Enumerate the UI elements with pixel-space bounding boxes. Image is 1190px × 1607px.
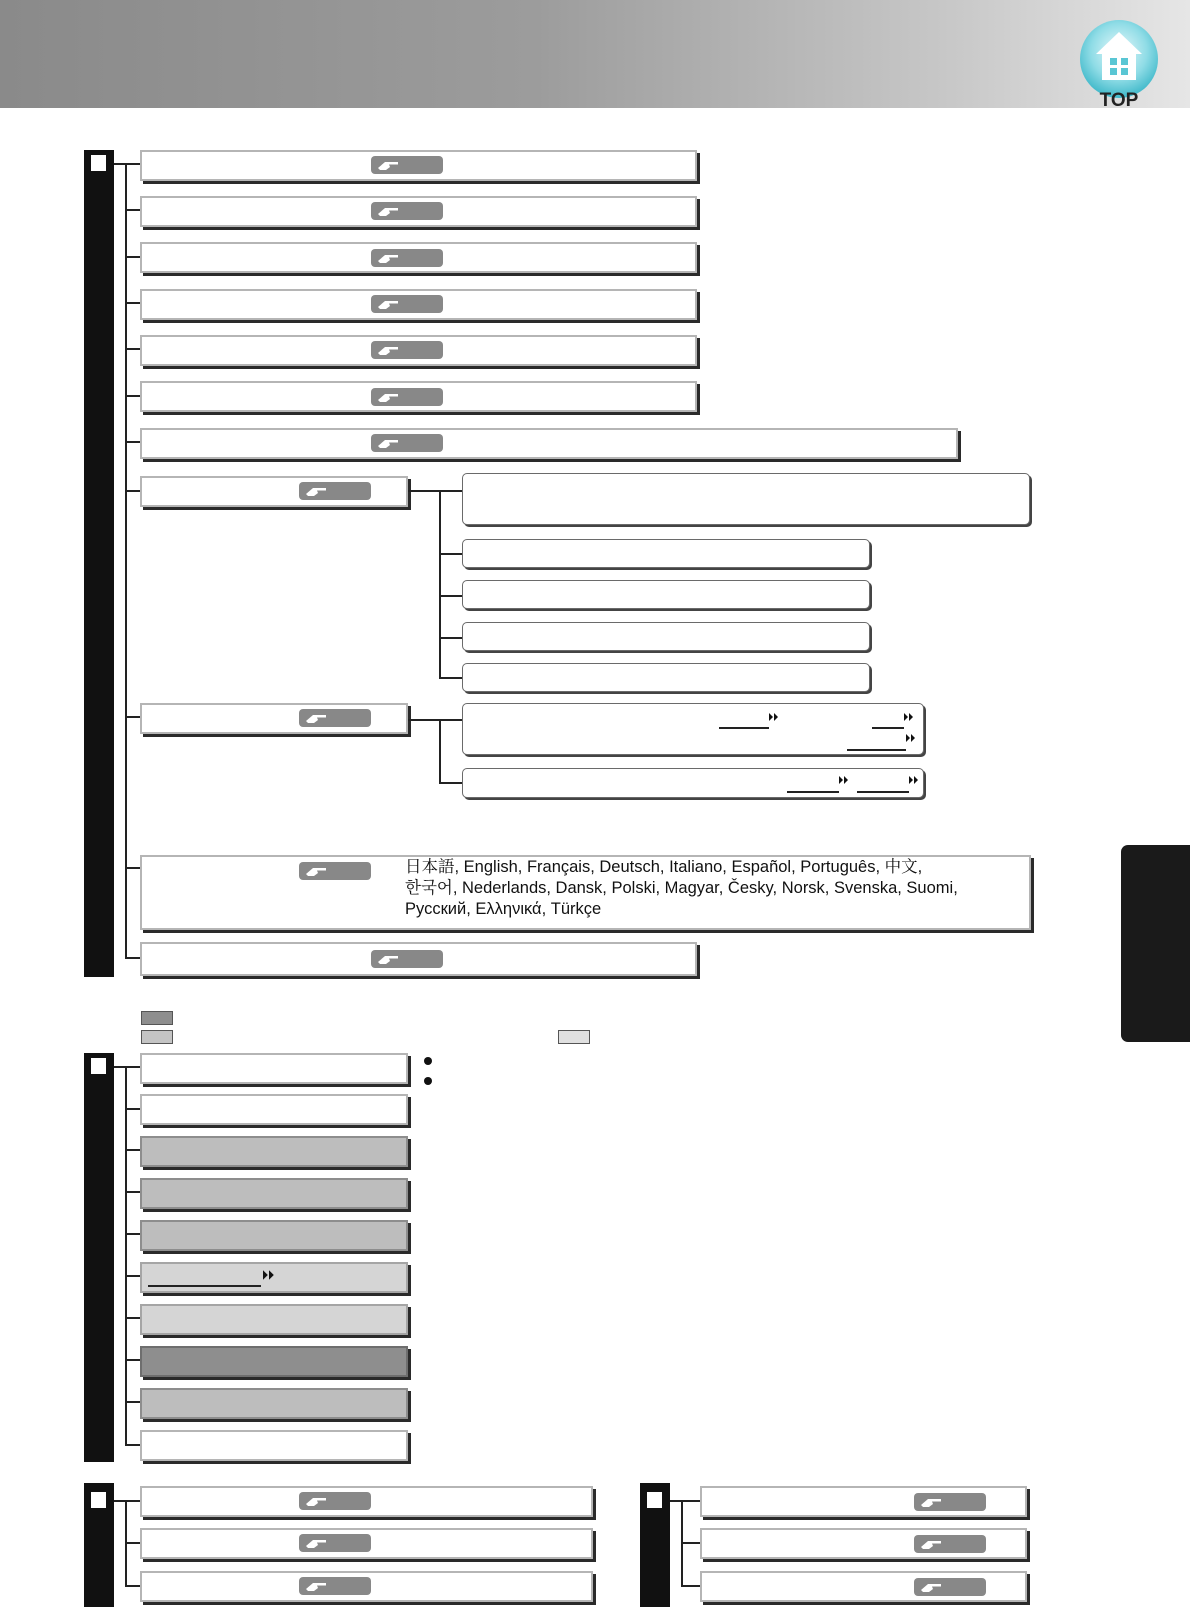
connector — [114, 1500, 140, 1502]
language-line-1: 日本語, English, Français, Deutsch, Italiano, Español, Português, 中文, — [405, 858, 923, 876]
reference-badge[interactable] — [371, 950, 443, 968]
reference-badge[interactable] — [371, 156, 443, 174]
connector — [125, 1359, 140, 1361]
connector — [125, 302, 140, 304]
connector — [125, 348, 140, 350]
connector — [408, 490, 440, 492]
reference-badge[interactable] — [371, 249, 443, 267]
double-arrow-icon — [909, 775, 919, 785]
double-arrow-icon — [839, 775, 849, 785]
section-3-marker — [91, 1492, 106, 1508]
pointing-hand-icon — [377, 953, 401, 966]
reference-badge[interactable] — [371, 202, 443, 220]
connector — [125, 441, 140, 443]
subtree-b-line — [439, 719, 441, 783]
menu-item-box-dark[interactable] — [140, 1346, 408, 1377]
menu-item-box[interactable] — [140, 1430, 408, 1461]
reference-badge[interactable] — [914, 1578, 986, 1596]
submenu-option-box[interactable] — [462, 580, 870, 609]
connector — [114, 1066, 140, 1068]
section-2-marker — [91, 1058, 106, 1074]
reference-badge[interactable] — [299, 482, 371, 500]
link-underline[interactable] — [857, 791, 909, 793]
connector — [670, 1500, 700, 1502]
connector — [439, 719, 462, 721]
pointing-hand-icon — [377, 437, 401, 450]
chapter-side-tab[interactable] — [1121, 845, 1190, 1042]
connector — [125, 1444, 140, 1446]
reference-badge[interactable] — [299, 1492, 371, 1510]
top-house-icon — [1078, 18, 1160, 110]
pointing-hand-icon — [377, 205, 401, 218]
menu-item-box[interactable] — [140, 1094, 408, 1125]
connector — [125, 490, 140, 492]
reference-badge[interactable] — [299, 1534, 371, 1552]
menu-item-box[interactable] — [140, 1053, 408, 1084]
reference-badge[interactable] — [371, 295, 443, 313]
link-underline[interactable] — [847, 749, 906, 751]
reference-badge[interactable] — [371, 434, 443, 452]
submenu-option-box[interactable] — [462, 473, 1030, 525]
submenu-option-box[interactable] — [462, 539, 870, 568]
connector — [125, 867, 140, 869]
connector — [439, 677, 462, 679]
double-arrow-icon — [904, 712, 914, 722]
link-underline[interactable] — [872, 727, 904, 729]
double-arrow-icon — [263, 1269, 275, 1281]
connector — [125, 209, 140, 211]
pointing-hand-icon — [305, 1537, 329, 1550]
reference-badge[interactable] — [914, 1493, 986, 1511]
reference-badge[interactable] — [299, 862, 371, 880]
pointing-hand-icon — [377, 252, 401, 265]
language-line-2: 한국어, Nederlands, Dansk, Polski, Magyar, Česky, Norsk, Svenska, Suomi, — [405, 879, 958, 897]
connector — [125, 1317, 140, 1319]
connector — [681, 1542, 700, 1544]
connector — [439, 637, 462, 639]
menu-item-box-gray[interactable] — [140, 1388, 408, 1419]
section-4-marker — [647, 1492, 662, 1508]
pointing-hand-icon — [305, 712, 329, 725]
pointing-hand-icon — [920, 1538, 944, 1551]
connector — [125, 1275, 140, 1277]
connector — [125, 1542, 140, 1544]
connector — [125, 1108, 140, 1110]
connector — [125, 716, 140, 718]
legend-swatch-medium — [141, 1030, 173, 1044]
bullet — [424, 1077, 432, 1085]
connector — [125, 1191, 140, 1193]
pointing-hand-icon — [305, 1580, 329, 1593]
section-1-spine — [84, 150, 114, 977]
menu-item-box-wide[interactable] — [140, 428, 958, 459]
connector — [125, 395, 140, 397]
connector — [408, 719, 440, 721]
menu-item-box-light[interactable] — [140, 1304, 408, 1335]
reference-badge[interactable] — [371, 388, 443, 406]
reference-badge[interactable] — [371, 341, 443, 359]
connector — [125, 1401, 140, 1403]
pointing-hand-icon — [377, 159, 401, 172]
pointing-hand-icon — [305, 865, 329, 878]
connector — [125, 1149, 140, 1151]
connector — [125, 957, 140, 959]
menu-item-box-gray[interactable] — [140, 1178, 408, 1209]
connector — [125, 1233, 140, 1235]
reference-badge[interactable] — [299, 1577, 371, 1595]
top-button[interactable] — [1078, 18, 1160, 110]
menu-item-box-gray[interactable] — [140, 1136, 408, 1167]
pointing-hand-icon — [377, 391, 401, 404]
pointing-hand-icon — [920, 1496, 944, 1509]
reference-badge[interactable] — [299, 709, 371, 727]
link-underline[interactable] — [787, 791, 839, 793]
submenu-option-box[interactable] — [462, 768, 924, 798]
pointing-hand-icon — [305, 1495, 329, 1508]
connector — [125, 1585, 140, 1587]
connector — [125, 256, 140, 258]
link-underline[interactable] — [148, 1285, 261, 1287]
language-options — [405, 857, 1005, 920]
section-2-spine — [84, 1053, 114, 1462]
submenu-option-box[interactable] — [462, 703, 924, 755]
reference-badge[interactable] — [914, 1535, 986, 1553]
connector — [439, 490, 462, 492]
connector — [439, 553, 462, 555]
pointing-hand-icon — [305, 485, 329, 498]
legend-swatch-light — [558, 1030, 590, 1044]
submenu-option-box[interactable] — [462, 622, 870, 651]
language-line-3: Русский, Ελληνικά, Türkçe — [405, 900, 602, 918]
section-2-tree-line — [125, 1066, 127, 1445]
pointing-hand-icon — [377, 298, 401, 311]
connector — [439, 782, 462, 784]
page-header-band — [0, 0, 1190, 108]
connector — [114, 163, 140, 165]
section-1-tree-line — [125, 163, 127, 959]
bullet — [424, 1057, 432, 1065]
section-1-marker — [91, 155, 106, 171]
pointing-hand-icon — [920, 1581, 944, 1594]
pointing-hand-icon — [377, 344, 401, 357]
svg-text:TOP: TOP — [1099, 90, 1139, 110]
legend-swatch-dark — [141, 1011, 173, 1025]
double-arrow-icon — [906, 733, 916, 743]
double-arrow-icon — [769, 712, 779, 722]
link-underline[interactable] — [719, 727, 769, 729]
submenu-option-box[interactable] — [462, 663, 870, 692]
connector — [439, 595, 462, 597]
subtree-a-line — [439, 490, 441, 678]
menu-item-box-gray[interactable] — [140, 1220, 408, 1251]
connector — [681, 1585, 700, 1587]
